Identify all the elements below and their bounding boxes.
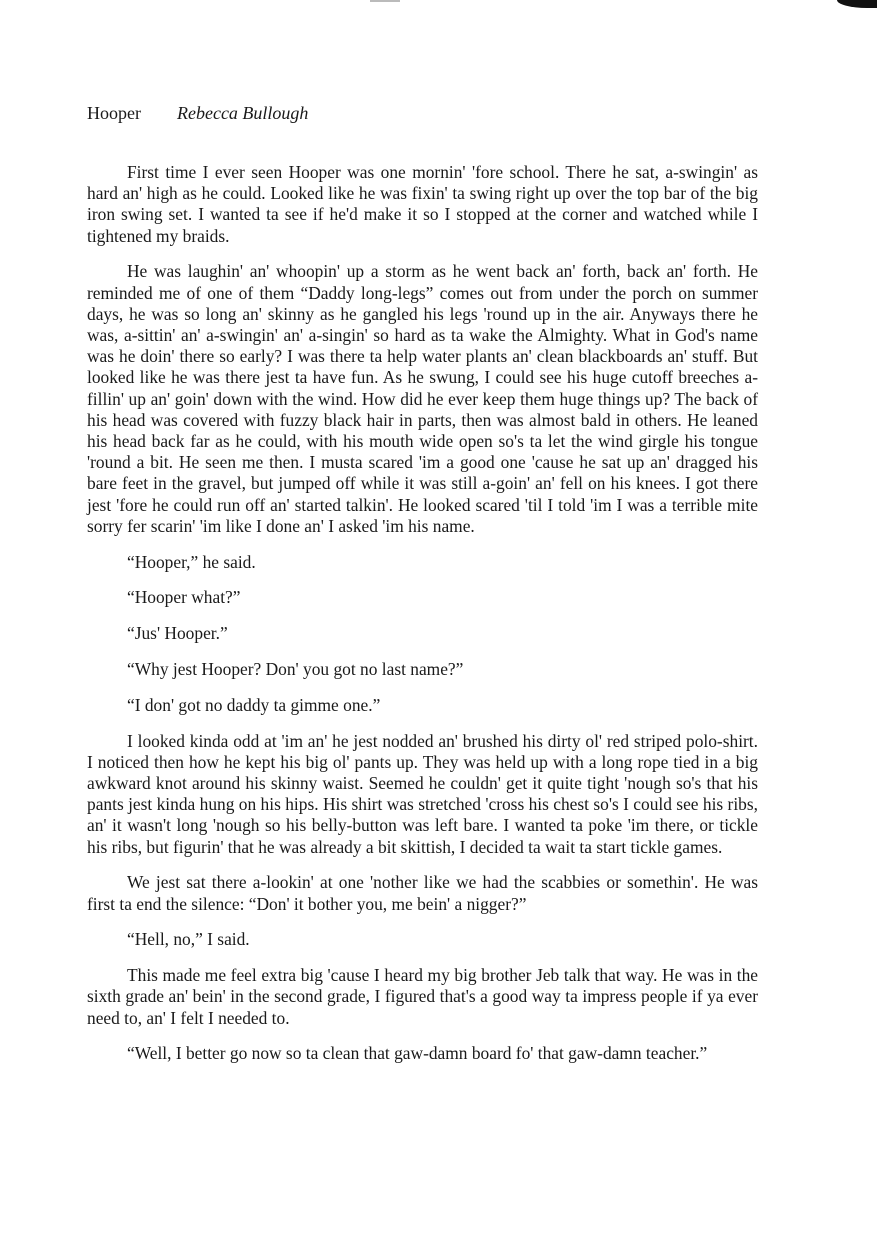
paragraph: I looked kinda odd at 'im an' he jest nodded an' brushed his dirty ol' red striped polo-shirt. I noticed then how he kept his big ol' pants up. They was held up with a long rope tied in a big awkward knot around his skinny waist. Seemed he couldn' get it quite tight 'nough so's that his pants jest kinda hung on his hips. His shirt was stretched 'cross his chest so's I could see his ribs, an' it wasn't long 'nough so his belly-button was left bare. I wanted ta poke 'im there, or tickle his ribs, but figurin' that he was already a bit skittish, I decided ta wait ta start tickle games. (87, 730, 758, 857)
paragraph: “Well, I better go now so ta clean that gaw-damn board fo' that gaw-damn teacher.” (127, 1043, 708, 1064)
paragraph: First time I ever seen Hooper was one mornin' 'fore school. There he sat, a-swingin' as hard an' high as he could. Looked like he was fixin' ta swing right up over the top bar of the big iron swing set. I wanted ta see if he'd make it so I stopped at the corner and watched while I tightened my braids. (87, 162, 758, 246)
dialogue-line: “Jus' Hooper.” (127, 623, 228, 644)
paragraph: We jest sat there a-lookin' at one 'nother like we had the scabbies or somethin'. He was first ta end the silence: “Don' it bother you, me bein' a nigger?” (87, 872, 758, 914)
story-title: Hooper (87, 103, 141, 123)
dialogue-line: “I don' got no daddy ta gimme one.” (127, 694, 381, 715)
dialogue-line: “Hooper,” he said. (127, 551, 256, 572)
scan-corner-mark (837, 0, 877, 8)
story-header (87, 101, 308, 125)
paragraph: He was laughin' an' whoopin' up a storm as he went back an' forth, back an' forth. He reminded me of one of them “Daddy long-legs” comes out from under the porch on summer days, he was so long an' skinny as he gangled his legs 'round up in the air. Anyways there he was, a-sittin' an' a-swingin' an' a-singin' so hard as ta wake the Almighty. What in God's name was he doin' there so early? I was there ta help water plants an' clean blackboards an' stuff. But looked like he was there jest ta have fun. As he swung, I could see his huge cutoff breeches a-fillin' up an' goin' down with the wind. How did he ever keep them huge things up? The back of his head was covered with fuzzy black hair in parts, then was almost bald in others. He leaned his head back far as he could, with his mouth wide open so's ta let the wind girgle his tongue 'round a bit. He seen me then. I musta scared 'im a good one 'cause he sat up an' dragged his bare feet in the gravel, but jumped off while it was still a-goin' an' fell on his knees. I got there jest 'fore he could run off an' started talkin'. He looked scared 'til I told 'im I was a terrible mite sorry fer scarin' 'im like I done an' I asked 'im his name. (87, 261, 758, 536)
dialogue-line: “Why jest Hooper? Don' you got no last name?” (127, 659, 464, 680)
story-author: Rebecca Bullough (176, 103, 309, 123)
paragraph: This made me feel extra big 'cause I heard my big brother Jeb talk that way. He was in the sixth grade an' bein' in the second grade, I figured that's a good way ta impress people if ya ever need to, an' I felt I needed to. (87, 965, 758, 1028)
dialogue-line: “Hooper what?” (127, 587, 241, 608)
story-body (87, 162, 758, 1079)
scan-mark (370, 0, 400, 2)
dialogue-line: “Hell, no,” I said. (127, 929, 250, 950)
